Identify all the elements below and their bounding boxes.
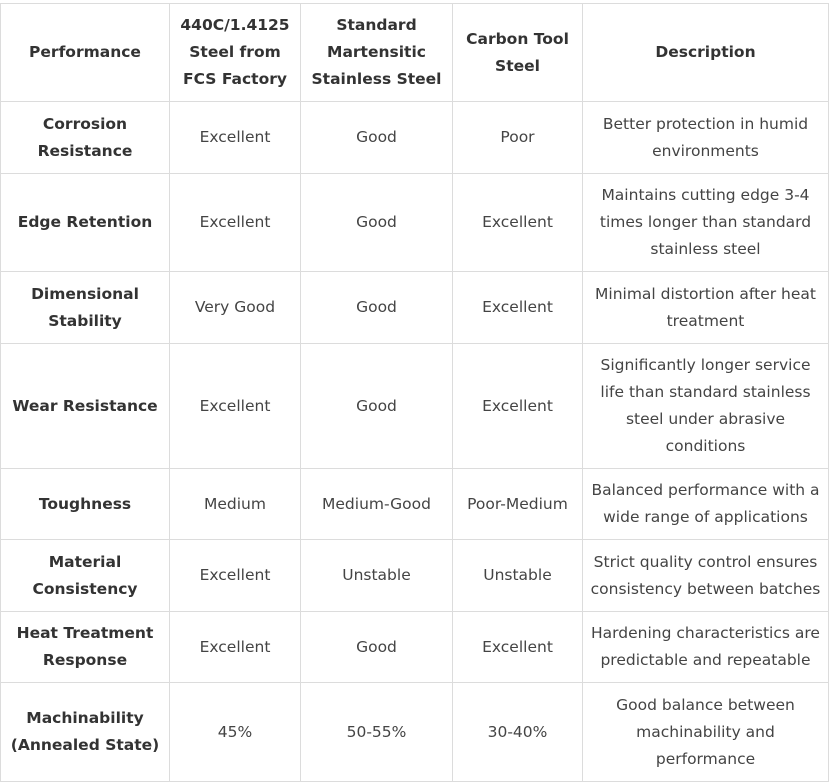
header-fcs-steel: 440C/1.4125 Steel from FCS Factory	[170, 4, 301, 102]
row-description: Better protection in humid environments	[583, 102, 829, 174]
row-description: Strict quality control ensures consistency between batches	[583, 540, 829, 612]
row-performance: Dimensional Stability	[1, 272, 170, 344]
row-carbon-value: Excellent	[453, 612, 583, 683]
header-carbon-steel: Carbon Tool Steel	[453, 4, 583, 102]
table-row	[1, 102, 829, 174]
row-carbon-value: 30-40%	[453, 683, 583, 782]
row-description: Maintains cutting edge 3-4 times longer than standard stainless steel	[583, 174, 829, 272]
row-fcs-value: Excellent	[170, 102, 301, 174]
row-description: Minimal distortion after heat treatment	[583, 272, 829, 344]
table-row	[1, 344, 829, 469]
row-description: Significantly longer service life than standard stainless steel under abrasive conditions	[583, 344, 829, 469]
header-performance: Performance	[1, 4, 170, 102]
row-standard-value: Unstable	[301, 540, 453, 612]
table-row	[1, 469, 829, 540]
row-standard-value: Good	[301, 272, 453, 344]
row-performance: Wear Resistance	[1, 344, 170, 469]
row-fcs-value: Medium	[170, 469, 301, 540]
row-carbon-value: Poor	[453, 102, 583, 174]
row-fcs-value: Very Good	[170, 272, 301, 344]
table-row	[1, 612, 829, 683]
table-row	[1, 272, 829, 344]
steel-comparison-table	[0, 3, 829, 782]
row-standard-value: Good	[301, 612, 453, 683]
row-performance: Machinability (Annealed State)	[1, 683, 170, 782]
row-performance: Heat Treatment Response	[1, 612, 170, 683]
header-standard-steel: Standard Martensitic Stainless Steel	[301, 4, 453, 102]
row-standard-value: Good	[301, 174, 453, 272]
table-row	[1, 683, 829, 782]
row-fcs-value: Excellent	[170, 540, 301, 612]
header-row	[1, 4, 829, 102]
row-standard-value: Good	[301, 102, 453, 174]
row-fcs-value: Excellent	[170, 612, 301, 683]
row-carbon-value: Excellent	[453, 272, 583, 344]
row-carbon-value: Unstable	[453, 540, 583, 612]
row-carbon-value: Excellent	[453, 344, 583, 469]
table-row	[1, 174, 829, 272]
row-performance: Toughness	[1, 469, 170, 540]
row-performance: Corrosion Resistance	[1, 102, 170, 174]
row-description: Good balance between machinability and performance	[583, 683, 829, 782]
row-standard-value: Good	[301, 344, 453, 469]
row-carbon-value: Poor-Medium	[453, 469, 583, 540]
row-description: Balanced performance with a wide range of applications	[583, 469, 829, 540]
table-row	[1, 540, 829, 612]
row-standard-value: Medium-Good	[301, 469, 453, 540]
row-standard-value: 50-55%	[301, 683, 453, 782]
header-description: Description	[583, 4, 829, 102]
row-performance: Edge Retention	[1, 174, 170, 272]
row-fcs-value: 45%	[170, 683, 301, 782]
row-fcs-value: Excellent	[170, 174, 301, 272]
row-description: Hardening characteristics are predictable and repeatable	[583, 612, 829, 683]
row-fcs-value: Excellent	[170, 344, 301, 469]
row-performance: Material Consistency	[1, 540, 170, 612]
row-carbon-value: Excellent	[453, 174, 583, 272]
